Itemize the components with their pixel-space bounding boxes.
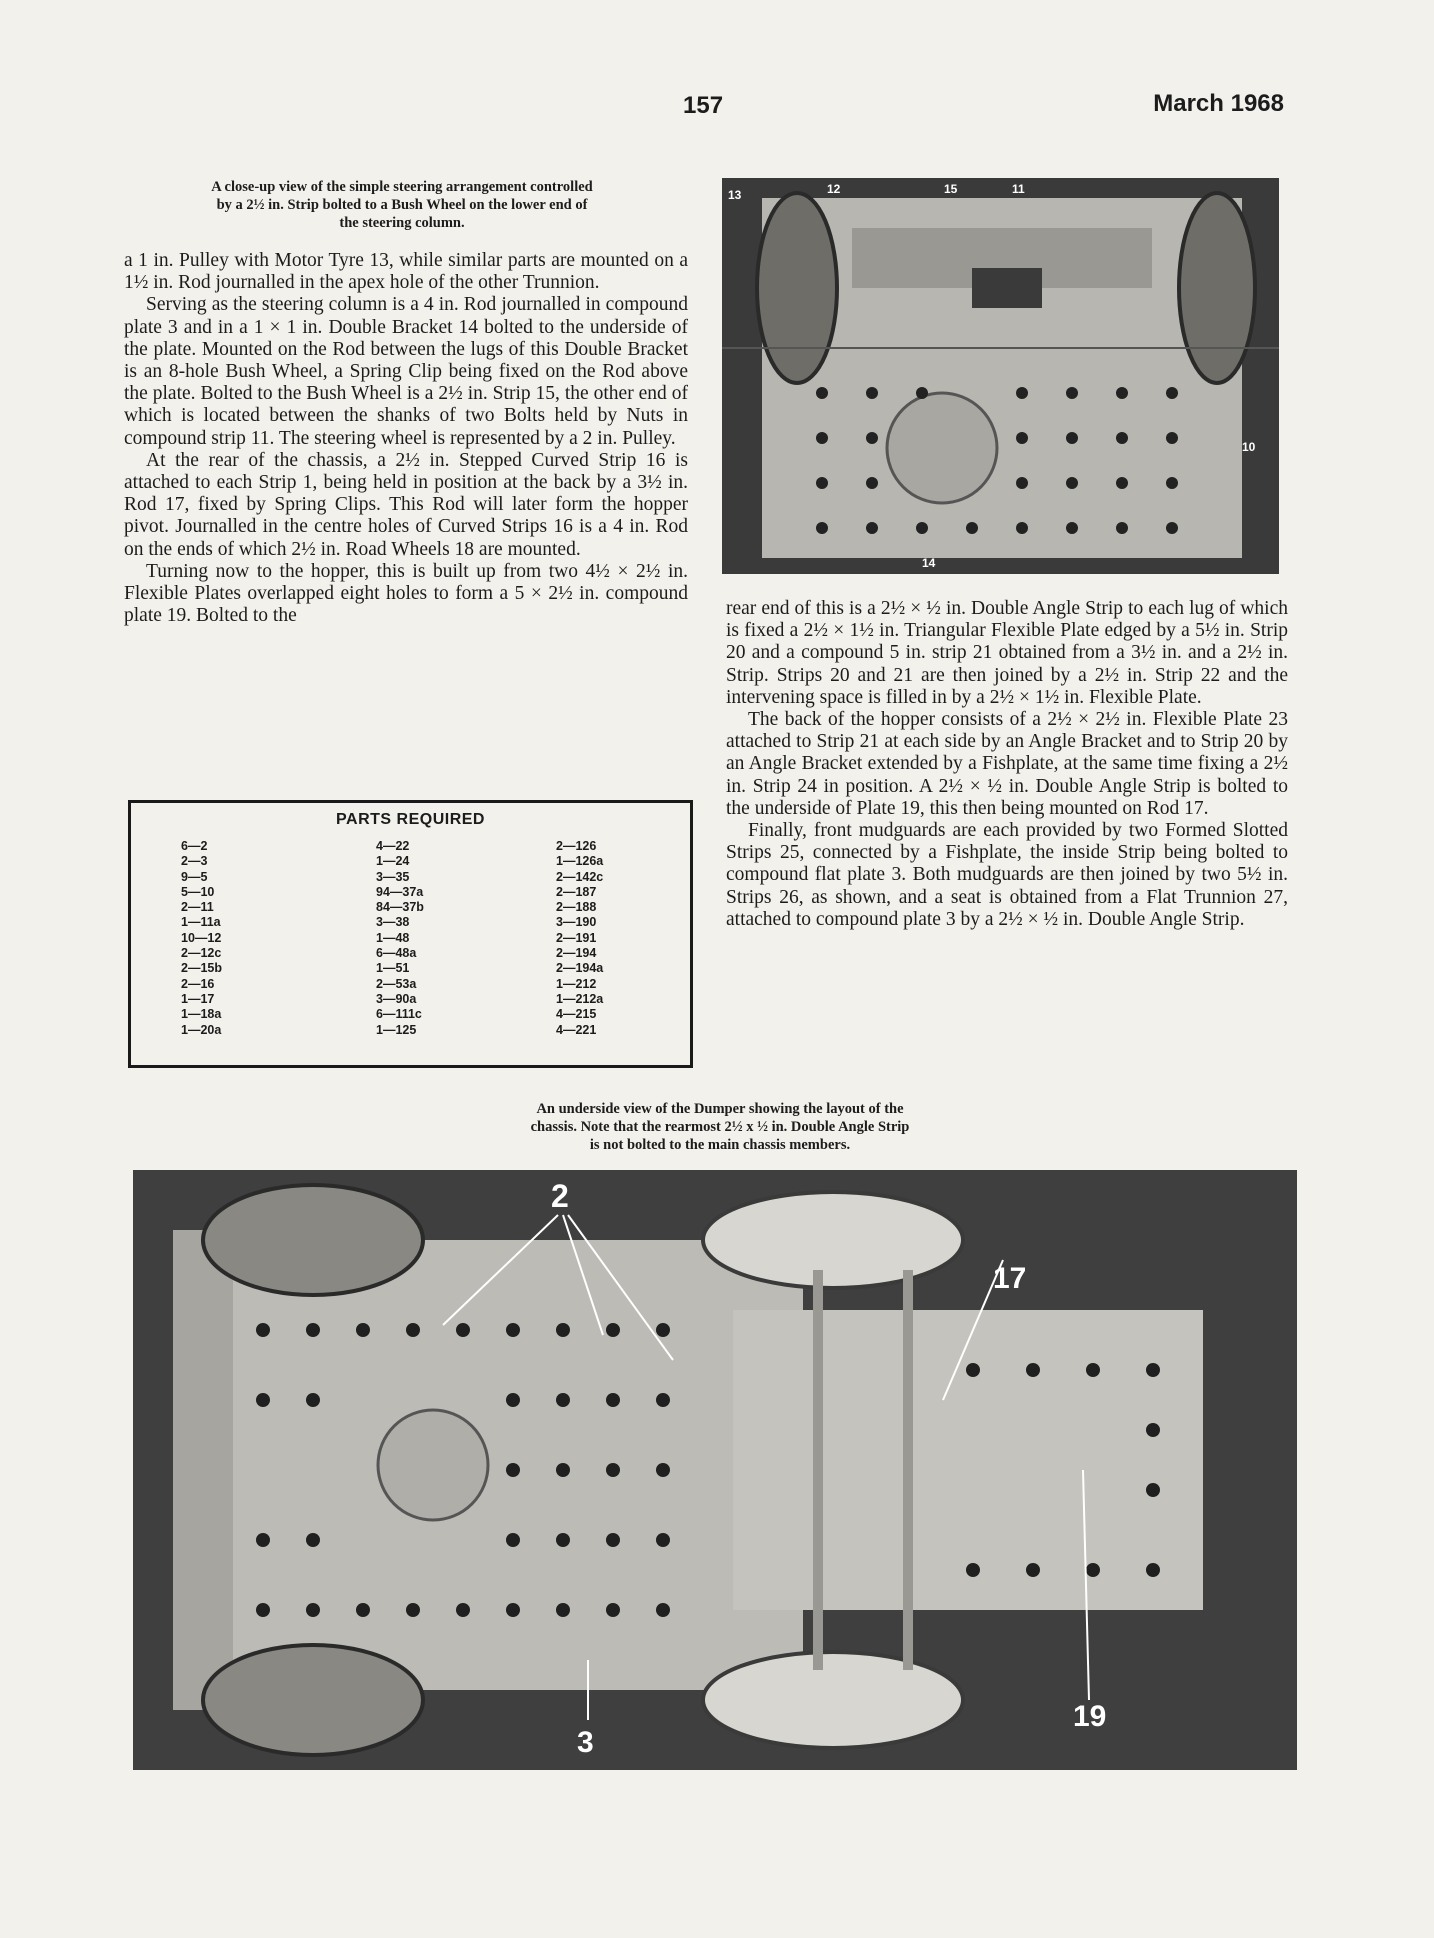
steering-closeup-photo — [722, 178, 1279, 574]
photo-label: 14 — [922, 556, 936, 570]
parts-column — [376, 839, 424, 1038]
part-entry: 2—11 — [181, 900, 214, 915]
photo-label: 19 — [1073, 1700, 1107, 1733]
paragraph: Turning now to the hopper, this is built up from two 4½ × 2½ in. Flexible Plates overlapped eight holes to form a 5 × 2½ in. compound plate 19. Bolted to the — [124, 560, 688, 627]
part-entry: 1—11a — [181, 915, 221, 930]
part-entry: 1—17 — [181, 991, 215, 1006]
top-photo-caption — [112, 178, 692, 232]
part-entry: 2—16 — [181, 976, 215, 991]
photo-label: 11 — [1012, 182, 1025, 196]
paragraph: rear end of this is a 2½ × ½ in. Double Angle Strip to each lug of which is fixed a 2½ × 1½ in. Triangular Flexible Plate edged by a 5½ in. Strip 20 and a compound 5 in. strip 21 obtained from a 3½ in. and a 2½ in. Strip. Strips 20 and 21 are then joined by a 2½ in. Strip 22 and the intervening space is filled in by a 2½ × 1½ in. Flexible Plate. — [726, 598, 1288, 708]
part-entry: 1—18a — [181, 1007, 222, 1022]
part-entry: 1—48 — [376, 930, 410, 945]
issue-date: March 1968 — [1153, 90, 1284, 117]
paragraph: At the rear of the chassis, a 2½ in. Stepped Curved Strip 16 is attached to each Strip 1, being held in position at the back by a 3½ in. Rod 17, fixed by Spring Clips. This Rod will later form the hopper pivot. Journalled in the centre holes of Curved Strips 16 is a 4 in. Rod on the ends of which 2½ in. Road Wheels 18 are mounted. — [124, 449, 688, 560]
page-number: 157 — [683, 92, 724, 119]
part-entry: 2—194a — [556, 961, 604, 976]
caption-line: by a 2½ in. Strip bolted to a Bush Wheel on the lower end of — [216, 197, 588, 213]
part-entry: 3—190 — [556, 915, 597, 930]
part-entry: 6—2 — [181, 839, 208, 853]
paragraph: Serving as the steering column is a 4 in. Rod journalled in compound plate 3 and in a 1 × 1 in. Double Bracket 14 bolted to the underside of the plate. Mounted on the Rod between the lugs of this Double Bracket is an 8-hole Bush Wheel, a Spring Clip being fixed on the Rod above the plate. Bolted to the Bush Wheel is a 2½ in. Strip 15, the other end of which is located between the shanks of two Bolts held by Nuts in compound strip 11. The steering wheel is represented by a 2 in. Pulley. — [124, 294, 688, 449]
part-entry: 10—12 — [181, 930, 222, 945]
chassis-underside-photo — [133, 1170, 1297, 1770]
photo-label: 15 — [944, 182, 958, 196]
part-entry: 3—90a — [376, 991, 417, 1006]
caption-line: the steering column. — [339, 215, 465, 231]
caption-line: chassis. Note that the rearmost 2½ x ½ in. Double Angle Strip — [530, 1119, 910, 1135]
chassis-underside-illustration — [133, 1170, 1297, 1770]
part-entry: 2—3 — [181, 854, 208, 869]
part-entry: 2—194 — [556, 946, 597, 961]
part-entry: 1—126a — [556, 854, 604, 869]
paragraph: The back of the hopper consists of a 2½ × 2½ in. Flexible Plate 23 attached to Strip 21 at each side by an Angle Bracket and to Strip 20 by an Angle Bracket extended by a Fishplate, at the same time fixing a 2½ in. Strip 24 in position. A 2½ × ½ in. Double Angle Strip is bolted to the underside of Plate 19, this then being mounted on Rod 17. — [726, 709, 1288, 819]
parts-required-box — [128, 800, 693, 1068]
part-entry: 4—215 — [556, 1007, 597, 1022]
photo-label: 2 — [551, 1178, 569, 1214]
part-entry: 84—37b — [376, 900, 424, 915]
part-entry: 6—48a — [376, 946, 417, 961]
part-entry: 2—15b — [181, 961, 222, 976]
photo-label: 3 — [577, 1726, 594, 1759]
part-entry: 4—22 — [376, 839, 410, 853]
steering-closeup-illustration — [722, 178, 1279, 574]
photo-label: 17 — [993, 1262, 1027, 1295]
photo-label: 12 — [827, 182, 841, 196]
caption-line: An underside view of the Dumper showing the layout of the — [536, 1101, 904, 1117]
right-column-text — [726, 598, 1288, 931]
part-entry: 3—35 — [376, 869, 410, 884]
part-entry: 2—53a — [376, 976, 417, 991]
part-entry: 2—126 — [556, 839, 597, 853]
bottom-photo-caption — [420, 1100, 1020, 1154]
part-entry: 94—37a — [376, 884, 424, 899]
part-entry: 1—24 — [376, 854, 410, 869]
left-column-text — [124, 250, 688, 627]
part-entry: 9—5 — [181, 869, 208, 884]
photo-label: 13 — [728, 188, 742, 202]
part-entry: 3—38 — [376, 915, 410, 930]
parts-column — [556, 839, 603, 1038]
part-entry: 2—191 — [556, 930, 597, 945]
paragraph: a 1 in. Pulley with Motor Tyre 13, while similar parts are mounted on a 1½ in. Rod journalled in the apex hole of the other Trunnion. — [124, 250, 688, 294]
part-entry: 1—212a — [556, 991, 604, 1006]
part-entry: 2—12c — [181, 946, 222, 961]
part-entry: 6—111c — [376, 1007, 422, 1022]
part-entry: 4—221 — [556, 1022, 597, 1037]
part-entry: 1—51 — [376, 961, 410, 976]
part-entry: 5—10 — [181, 884, 215, 899]
part-entry: 2—188 — [556, 900, 597, 915]
caption-line: is not bolted to the main chassis members. — [589, 1137, 851, 1153]
caption-line: A close-up view of the simple steering arrangement controlled — [211, 179, 593, 195]
parts-required-title: PARTS REQUIRED — [336, 811, 485, 828]
part-entry: 1—20a — [181, 1022, 222, 1037]
parts-column — [181, 839, 222, 1038]
part-entry: 2—187 — [556, 884, 597, 899]
photo-label: 10 — [1242, 440, 1256, 454]
part-entry: 2—142c — [556, 869, 604, 884]
part-entry: 1—212 — [556, 976, 597, 991]
paragraph: Finally, front mudguards are each provided by two Formed Slotted Strips 25, connected by a Fishplate, the inside Strip being bolted to compound flat plate 3. Both mudguards are then joined by two 5½ in. Strips 26, as shown, and a seat is obtained from a Flat Trunnion 27, attached to compound plate 3 by a 2½ × ½ in. Double Angle Strip. — [726, 820, 1288, 930]
part-entry: 1—125 — [376, 1022, 417, 1037]
